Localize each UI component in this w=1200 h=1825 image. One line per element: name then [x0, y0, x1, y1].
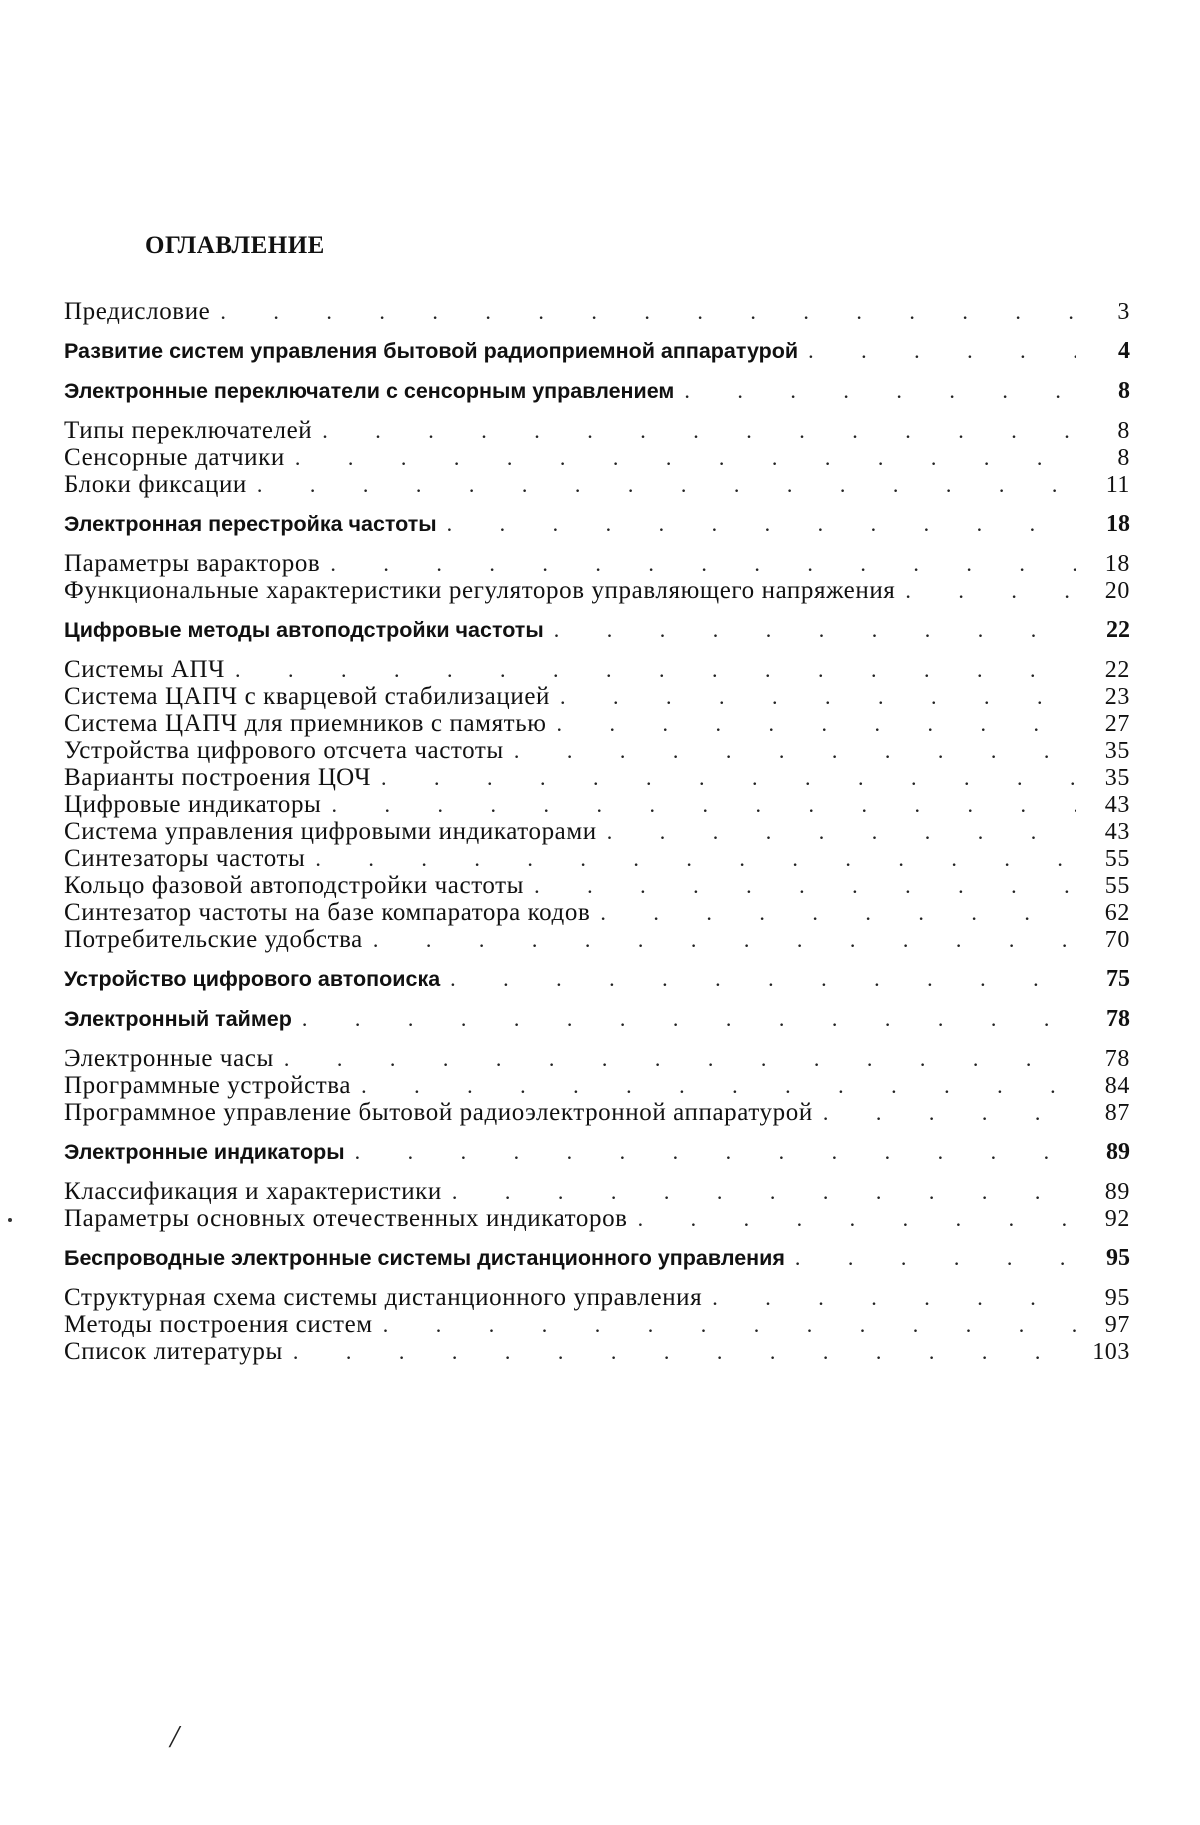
toc-section-entry — [64, 1338, 1130, 1365]
toc-entry-label: Система управления цифровыми индикаторами — [64, 818, 597, 845]
table-of-contents — [64, 298, 1130, 1365]
toc-section-entry — [64, 1045, 1130, 1072]
toc-section-entry — [64, 1284, 1130, 1311]
toc-entry-label: Цифровые индикаторы — [64, 791, 322, 818]
toc-section-entry — [64, 471, 1130, 498]
dot-leader — [560, 683, 1076, 710]
toc-page-number: 92 — [1104, 1206, 1130, 1232]
toc-chapter-entry — [64, 959, 1130, 999]
toc-entry-label: Методы построения систем — [64, 1311, 373, 1338]
toc-entry-label: Потребительские удобства — [64, 926, 363, 953]
toc-page-number: 103 — [1092, 1339, 1130, 1365]
toc-entry-label: Система ЦАПЧ с кварцевой стабилизацией — [64, 683, 551, 710]
dot-leader — [322, 417, 1076, 444]
toc-section-entry — [64, 550, 1130, 577]
toc-entry-label: Электронные переключатели с сенсорным управлением — [64, 379, 675, 403]
toc-page-number: 43 — [1104, 819, 1130, 845]
toc-section-entry — [64, 1072, 1130, 1099]
toc-page-number: 87 — [1104, 1100, 1130, 1126]
toc-page-number: 78 — [1106, 1006, 1130, 1032]
toc-section-entry — [64, 764, 1130, 791]
toc-entry-label: Классификация и характеристики — [64, 1178, 442, 1205]
toc-entry-label: Электронная перестройка частоты — [64, 512, 437, 536]
toc-page-number: 89 — [1104, 1179, 1130, 1205]
toc-entry-label: Параметры варакторов — [64, 550, 321, 577]
toc-chapter-entry — [64, 504, 1130, 544]
dot-leader — [823, 1099, 1076, 1126]
toc-page-number: 11 — [1105, 472, 1130, 498]
toc-entry-label: Развитие систем управления бытовой радиоприемной аппаратурой — [64, 339, 799, 363]
toc-entry-label: Беспроводные электронные системы дистанционного управления — [64, 1246, 785, 1270]
toc-section-entry — [64, 818, 1130, 845]
toc-section-entry — [64, 899, 1130, 926]
toc-entry-label: Синтезатор частоты на базе компаратора кодов — [64, 899, 591, 926]
toc-page-number: 8 — [1117, 445, 1130, 471]
dot-leader — [607, 818, 1076, 845]
dot-leader — [284, 1045, 1076, 1072]
dot-leader — [447, 504, 1076, 544]
dot-leader — [600, 899, 1076, 926]
toc-section-entry — [64, 577, 1130, 604]
toc-entry-label: Электронные индикаторы — [64, 1140, 345, 1164]
toc-entry-label: Список литературы — [64, 1338, 283, 1365]
toc-section-entry — [64, 298, 1130, 325]
toc-entry-label: Синтезаторы частоты — [64, 845, 306, 872]
page-title: ОГЛАВЛЕНИЕ — [145, 232, 325, 259]
dot-leader — [554, 610, 1076, 650]
dot-leader — [373, 926, 1076, 953]
toc-page-number: 23 — [1104, 684, 1130, 710]
dot-leader — [808, 331, 1076, 371]
toc-entry-label: Системы АПЧ — [64, 656, 225, 683]
toc-section-entry — [64, 417, 1130, 444]
toc-section-entry — [64, 683, 1130, 710]
toc-page-number: 18 — [1104, 551, 1130, 577]
toc-section-entry — [64, 444, 1130, 471]
toc-page-number: 43 — [1104, 792, 1130, 818]
toc-page-number: 35 — [1104, 765, 1130, 791]
toc-page-number: 35 — [1104, 738, 1130, 764]
scan-pen-mark: / — [170, 1718, 179, 1754]
dot-leader — [302, 999, 1076, 1039]
dot-leader — [293, 1338, 1076, 1365]
toc-section-entry — [64, 926, 1130, 953]
toc-section-entry — [64, 1205, 1130, 1232]
toc-page-number: 55 — [1104, 846, 1130, 872]
toc-section-entry — [64, 1099, 1130, 1126]
dot-leader — [257, 471, 1076, 498]
toc-chapter-entry — [64, 1132, 1130, 1172]
toc-page-number: 27 — [1104, 711, 1130, 737]
toc-page-number: 95 — [1104, 1285, 1130, 1311]
toc-chapter-entry — [64, 371, 1130, 411]
toc-entry-label: Варианты построения ЦОЧ — [64, 764, 372, 791]
dot-leader — [556, 710, 1076, 737]
scan-speck — [8, 1218, 12, 1222]
toc-page-number: 78 — [1104, 1046, 1130, 1072]
toc-page-number: 20 — [1104, 578, 1130, 604]
dot-leader — [452, 1178, 1076, 1205]
toc-page-number: 8 — [1117, 418, 1130, 444]
toc-section-entry — [64, 845, 1130, 872]
dot-leader — [381, 764, 1076, 791]
toc-section-entry — [64, 656, 1130, 683]
toc-page-number: 89 — [1106, 1139, 1130, 1165]
toc-entry-label: Программное управление бытовой радиоэлектронной аппаратурой — [64, 1099, 813, 1126]
toc-chapter-entry — [64, 610, 1130, 650]
toc-entry-label: Сенсорные датчики — [64, 444, 285, 471]
toc-page-number: 18 — [1106, 511, 1130, 537]
dot-leader — [638, 1205, 1076, 1232]
toc-page-number: 97 — [1104, 1312, 1130, 1338]
dot-leader — [330, 550, 1076, 577]
toc-page-number: 84 — [1104, 1073, 1130, 1099]
toc-entry-label: Структурная схема системы дистанционного управления — [64, 1284, 703, 1311]
dot-leader — [534, 872, 1076, 899]
toc-page-number: 3 — [1117, 299, 1130, 325]
toc-chapter-entry — [64, 999, 1130, 1039]
dot-leader — [220, 298, 1076, 325]
toc-entry-label: Система ЦАПЧ для приемников с памятью — [64, 710, 547, 737]
toc-entry-label: Электронные часы — [64, 1045, 274, 1072]
toc-page-number: 70 — [1104, 927, 1130, 953]
dot-leader — [315, 845, 1076, 872]
dot-leader — [295, 444, 1076, 471]
toc-page-number: 95 — [1106, 1245, 1130, 1271]
toc-page-number: 55 — [1104, 873, 1130, 899]
toc-page-number: 22 — [1106, 617, 1130, 643]
toc-page-number: 75 — [1106, 966, 1130, 992]
toc-page-number: 62 — [1104, 900, 1130, 926]
toc-section-entry — [64, 1311, 1130, 1338]
dot-leader — [450, 959, 1076, 999]
dot-leader — [514, 737, 1076, 764]
toc-entry-label: Электронный таймер — [64, 1007, 292, 1031]
toc-chapter-entry — [64, 1238, 1130, 1278]
toc-entry-label: Цифровые методы автоподстройки частоты — [64, 618, 544, 642]
dot-leader — [795, 1238, 1076, 1278]
toc-section-entry — [64, 737, 1130, 764]
toc-section-entry — [64, 710, 1130, 737]
toc-entry-label: Кольцо фазовой автоподстройки частоты — [64, 872, 525, 899]
toc-entry-label: Устройства цифрового отсчета частоты — [64, 737, 504, 764]
toc-section-entry — [64, 791, 1130, 818]
toc-entry-label: Программные устройства — [64, 1072, 352, 1099]
toc-entry-label: Устройство цифрового автопоиска — [64, 967, 441, 991]
dot-leader — [905, 577, 1076, 604]
dot-leader — [355, 1132, 1076, 1172]
dot-leader — [235, 656, 1076, 683]
toc-entry-label: Предисловие — [64, 298, 211, 325]
toc-page-number: 22 — [1104, 657, 1130, 683]
toc-section-entry — [64, 872, 1130, 899]
dot-leader — [712, 1284, 1076, 1311]
toc-page-number: 4 — [1118, 338, 1130, 364]
toc-entry-label: Параметры основных отечественных индикаторов — [64, 1205, 628, 1232]
dot-leader — [684, 371, 1076, 411]
toc-chapter-entry — [64, 331, 1130, 371]
dot-leader — [361, 1072, 1076, 1099]
dot-leader — [383, 1311, 1076, 1338]
toc-page-number: 8 — [1118, 378, 1130, 404]
toc-entry-label: Типы переключателей — [64, 417, 313, 444]
toc-section-entry — [64, 1178, 1130, 1205]
toc-entry-label: Блоки фиксации — [64, 471, 247, 498]
toc-entry-label: Функциональные характеристики регуляторов управляющего напряжения — [64, 577, 896, 604]
dot-leader — [331, 791, 1076, 818]
